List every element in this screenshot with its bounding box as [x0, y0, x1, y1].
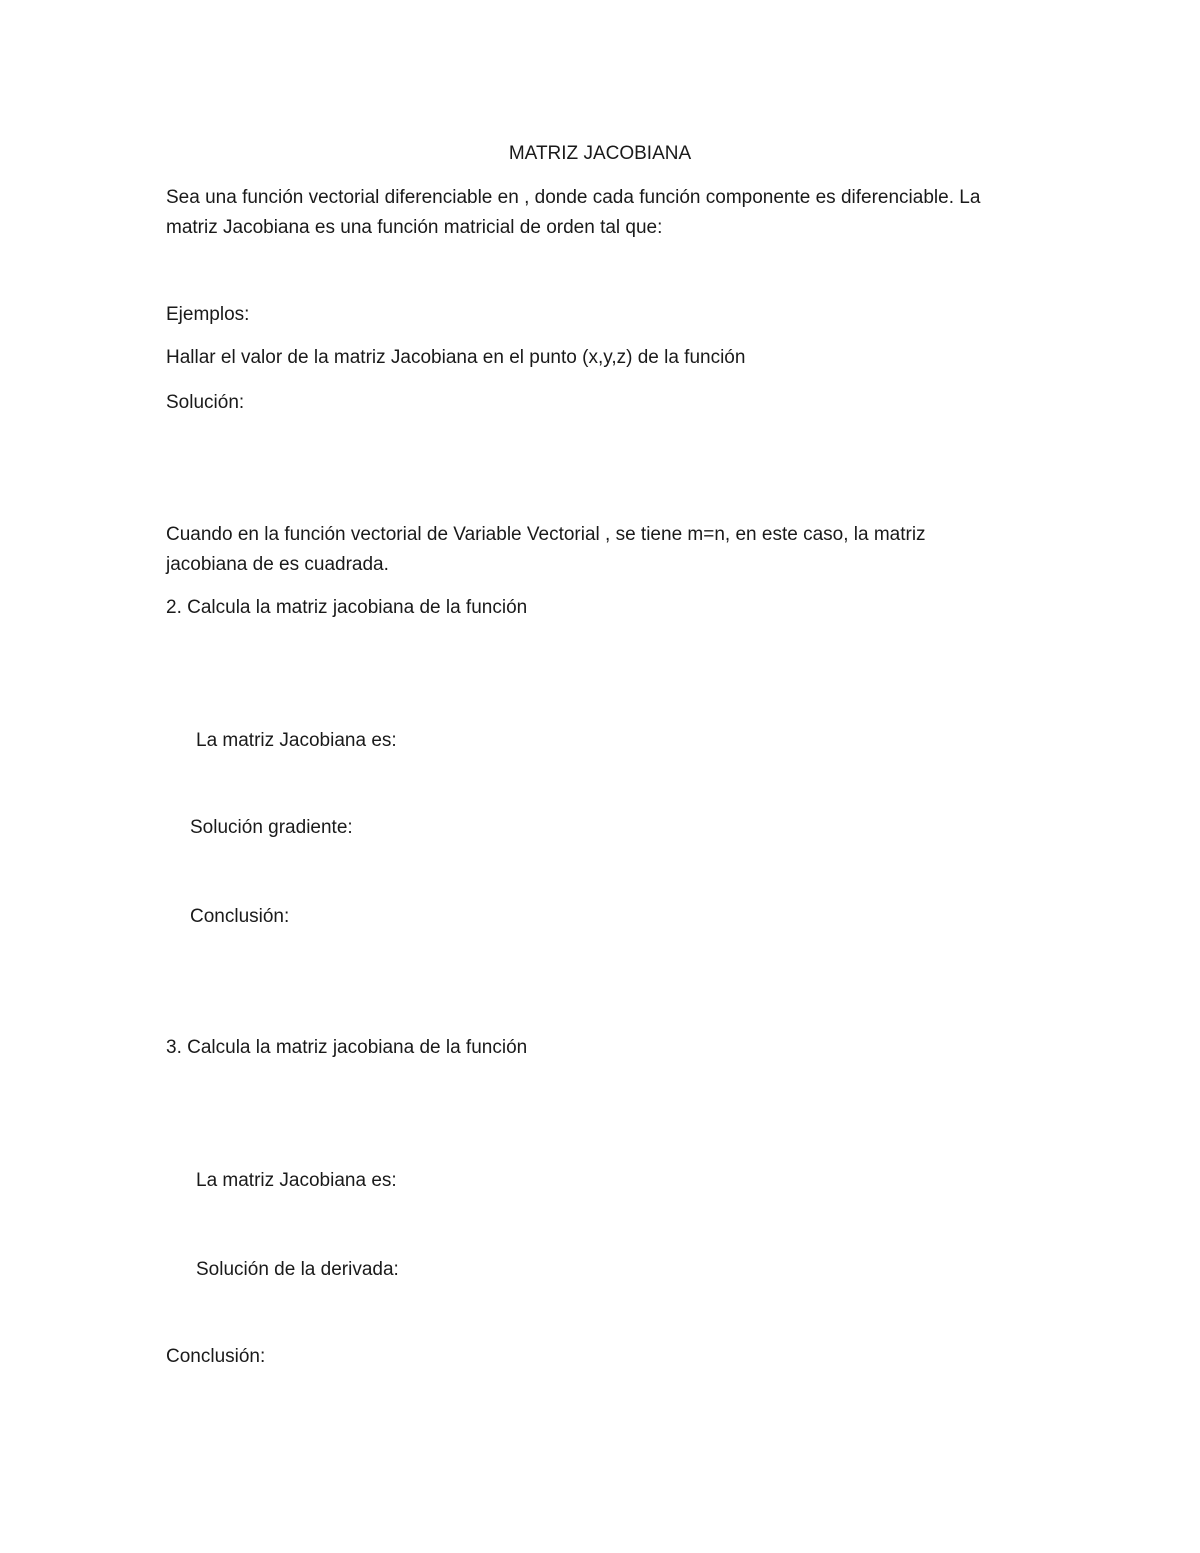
- page-title: MATRIZ JACOBIANA: [508, 143, 692, 164]
- exercise3-prompt: 3. Calcula la matriz jacobiana de la función: [166, 1037, 528, 1058]
- exercise3-jacobian-label: La matriz Jacobiana es:: [196, 1170, 397, 1191]
- square-case-line-2: jacobiana de es cuadrada.: [166, 554, 389, 575]
- exercise2-gradient-label: Solución gradiente:: [190, 817, 353, 838]
- square-case-line-1: Cuando en la función vectorial de Variable Vectorial , se tiene m=n, en este caso, la matriz: [166, 524, 926, 545]
- exercise2-prompt: 2. Calcula la matriz jacobiana de la función: [166, 597, 528, 618]
- example1-solution-label: Solución:: [166, 392, 245, 413]
- intro-text-line-1: Sea una función vectorial diferenciable en , donde cada función componente es diferenciable. La: [166, 187, 981, 208]
- exercise2-jacobian-label: La matriz Jacobiana es:: [196, 730, 397, 751]
- exercise3-conclusion-label: Conclusión:: [166, 1346, 266, 1367]
- intro-text-line-2: matriz Jacobiana es una función matricial de orden tal que:: [166, 217, 663, 238]
- exercise3-derivative-label: Solución de la derivada:: [196, 1259, 399, 1280]
- examples-heading: Ejemplos:: [166, 304, 250, 325]
- example1-prompt: Hallar el valor de la matriz Jacobiana en el punto (x,y,z) de la función: [166, 347, 746, 368]
- exercise2-conclusion-label: Conclusión:: [190, 906, 290, 927]
